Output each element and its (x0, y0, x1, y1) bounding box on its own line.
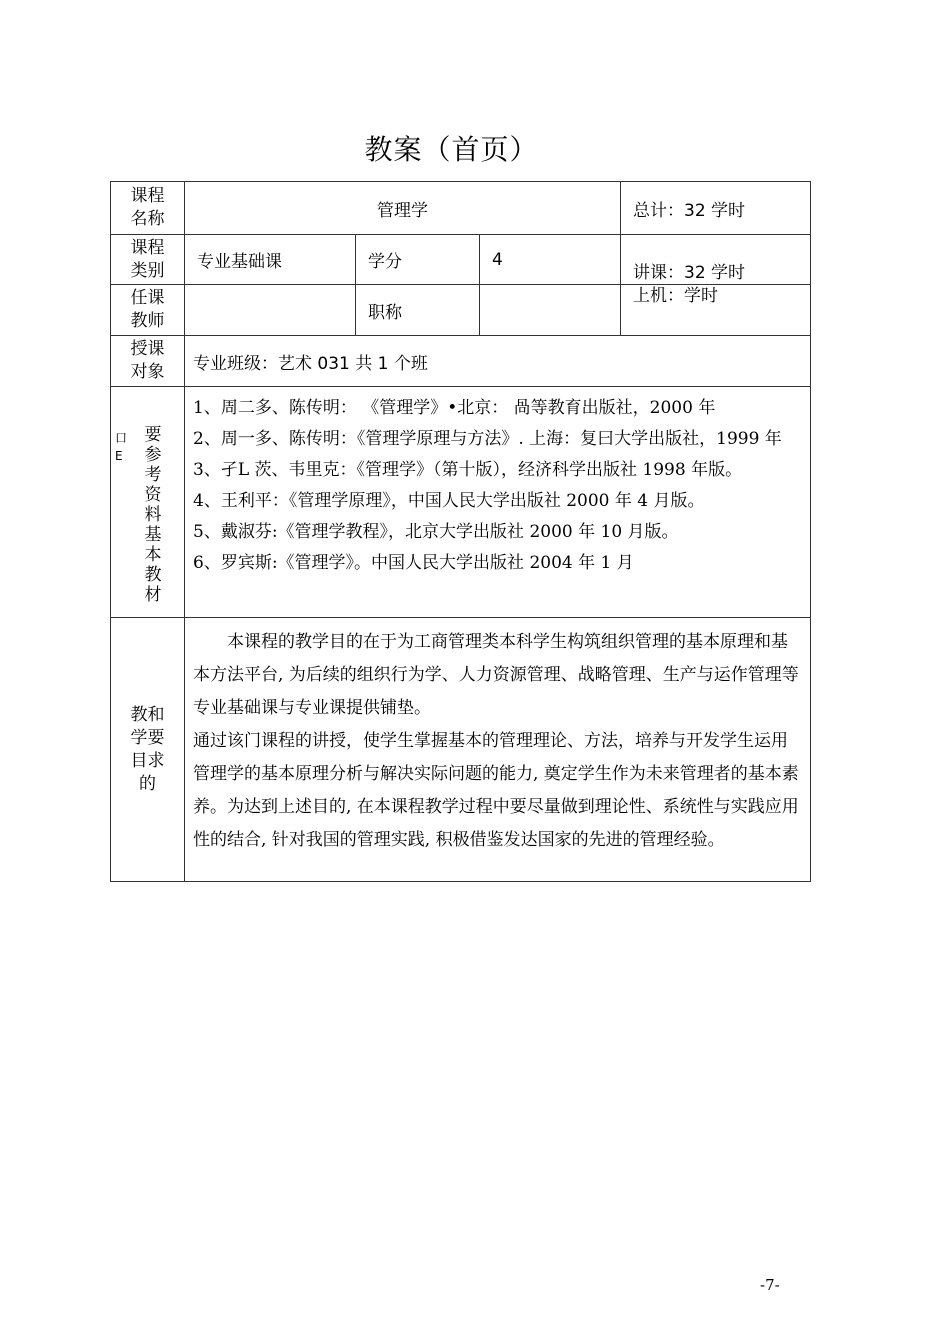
goals-paragraph: 通过该门课程的讲授，使学生掌握基本的管理理论、方法，培养与开发学生运用管理学的基本原理分析与解决实际问题的能力, 奠定学生作为未来管理者的基本素养。为达到上述目的, 在本课程教学过程中要尽量做到理论性、系统性与实践应用性的结合, 针对我国的管理实践, 积极借鉴发达国家的先进的管理经验。 (193, 731, 799, 850)
course-name-row (111, 182, 811, 235)
teacher-value (185, 285, 356, 336)
credit-label: 学分 (356, 235, 480, 285)
reference-item: 5、戴淑芬:《管理学教程》，北京大学出版社 2000 年 10 月版。 (193, 522, 679, 542)
credit-value: 4 (480, 235, 621, 285)
lesson-plan-table (110, 181, 811, 882)
course-type-value: 专业基础课 (185, 235, 356, 285)
audience-value: 专业班级：艺术 031 共 1 个班 (185, 336, 811, 387)
reference-item: 3、孑L 茨、韦里克：《管理学》（第十版），经济科学出版社 1998 年版。 (193, 460, 743, 480)
reference-item: 6、罗宾斯:《管理学》。中国人民大学出版社 2004 年 1 月 (193, 553, 634, 573)
references-row (111, 387, 811, 618)
teacher-title-value (480, 285, 621, 336)
goals-text (185, 618, 811, 882)
course-type-label: 课程类别 (111, 235, 185, 285)
teacher-title-label: 职称 (356, 285, 480, 336)
teacher-row (111, 285, 811, 336)
course-type-row (111, 235, 811, 285)
audience-label: 授课对象 (111, 336, 185, 387)
references-list (185, 387, 811, 618)
reference-item: 2、周一多、陈传明：《管理学原理与方法》. 上海：复曰大学出版社，1999 年 (193, 429, 782, 449)
lab-hours: 上机：学时 (621, 285, 811, 336)
course-name-label: 课程名称 (111, 182, 185, 235)
page-title: 教案（首页） (364, 133, 539, 166)
references-label-cell (111, 387, 185, 618)
page-number: -7- (760, 1276, 780, 1294)
goals-label: 教和学要目求的 (111, 618, 185, 882)
goals-row (111, 618, 811, 882)
lecture-hours: 讲课：32 学时 (621, 235, 811, 285)
audience-row (111, 336, 811, 387)
reference-item: 1、周二多、陈传明： 《管理学》•北京： 咼等教育出版社，2000 年 (193, 398, 716, 418)
references-marker: 口 E (115, 431, 128, 463)
teacher-label: 任课教师 (111, 285, 185, 336)
total-hours: 总计：32 学时 (621, 182, 811, 235)
references-label: 要参考资料基本教材 (144, 425, 162, 605)
course-name-value: 管理学 (185, 182, 621, 235)
goals-paragraph: 本课程的教学目的在于为工商管理类本科学生构筑组织管理的基本原理和基本方法平台, 为后续的组织行为学、人力资源管理、战略管理、生产与运作管理等专业基础课与专业课提供铺垫。 (193, 632, 799, 718)
reference-item: 4、王利平：《管理学原理》，中国人民大学出版社 2000 年 4 月版。 (193, 491, 705, 511)
